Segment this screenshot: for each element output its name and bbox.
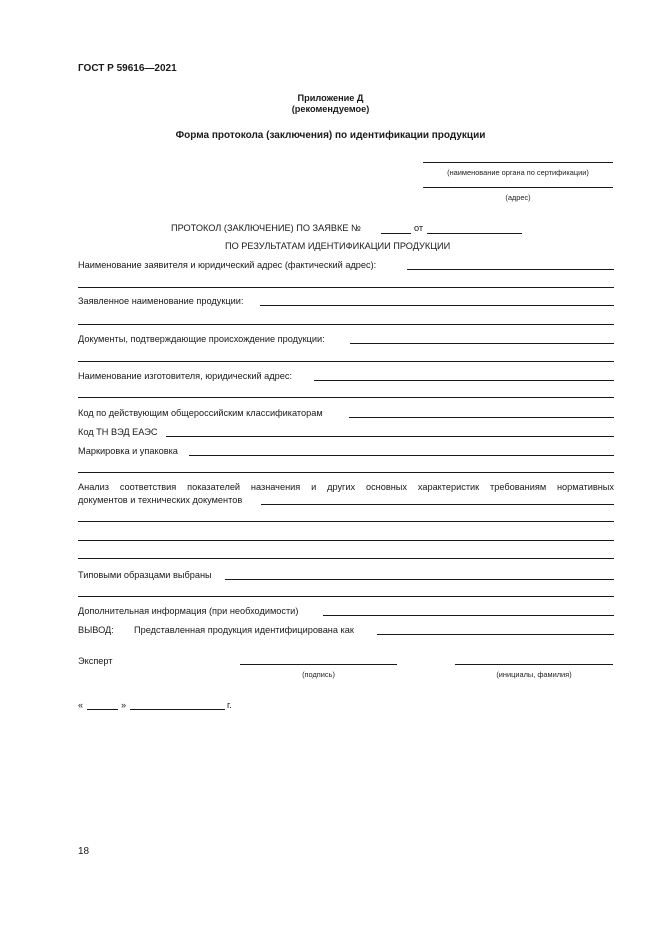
marking-label: Маркировка и упаковка [78, 446, 178, 456]
analysis-label-line1: Анализ соответствия показателей назначения и других основных характеристик требованиям нормативных [78, 482, 614, 492]
product-name-line-2 [78, 324, 614, 325]
signature-caption: (подпись) [302, 670, 335, 679]
applicant-line-2 [78, 287, 614, 288]
appendix-title: Приложение Д [297, 93, 364, 103]
name-line [455, 664, 613, 665]
protocol-heading-line2: ПО РЕЗУЛЬТАТАМ ИДЕНТИФИКАЦИИ ПРОДУКЦИИ [225, 241, 451, 251]
product-name-line [260, 305, 614, 306]
org-name-line [423, 162, 613, 163]
analysis-line-4 [78, 558, 614, 559]
conclusion-text: Представленная продукция идентифицирована как [134, 625, 354, 635]
application-date-line [427, 233, 522, 234]
product-name-label: Заявленное наименование продукции: [78, 296, 244, 306]
conclusion-label: ВЫВОД: [78, 625, 114, 635]
analysis-line [261, 504, 614, 505]
manufacturer-line [314, 380, 614, 381]
protocol-heading-from: от [414, 223, 424, 233]
appendix-subtitle: (рекомендуемое) [291, 104, 370, 114]
name-caption: (инициалы, фамилия) [496, 670, 572, 679]
manufacturer-label: Наименование изготовителя, юридический адрес: [78, 371, 293, 381]
signature-line [240, 664, 397, 665]
tn-ved-code-line [166, 436, 614, 437]
address-caption: (адрес) [505, 193, 531, 202]
origin-docs-line-2 [78, 361, 614, 362]
classifier-code-label: Код по действующим общероссийским классификаторам [78, 408, 323, 418]
conclusion-line [377, 634, 614, 635]
date-day-line [87, 709, 118, 710]
marking-line [189, 455, 614, 456]
applicant-line [407, 269, 614, 270]
additional-info-label: Дополнительная информация (при необходимости) [78, 606, 299, 616]
document-code: ГОСТ Р 59616—2021 [78, 63, 177, 74]
address-line [423, 187, 613, 188]
application-number-line [381, 233, 411, 234]
samples-line [225, 579, 614, 580]
org-caption: (наименование органа по сертификации) [447, 168, 589, 177]
date-open-quote: « [78, 700, 84, 710]
samples-line-2 [78, 596, 614, 597]
analysis-label-line2: документов и технических документов [78, 495, 243, 505]
protocol-heading-prefix: ПРОТОКОЛ (ЗАКЛЮЧЕНИЕ) ПО ЗАЯВКЕ № [171, 223, 361, 233]
origin-docs-label: Документы, подтверждающие происхождение продукции: [78, 334, 325, 344]
marking-line-2 [78, 472, 614, 473]
page-number: 18 [78, 846, 90, 857]
form-title: Форма протокола (заключения) по идентификации продукции [175, 130, 486, 141]
manufacturer-line-2 [78, 397, 614, 398]
analysis-line-3 [78, 540, 614, 541]
tn-ved-code-label: Код ТН ВЭД ЕАЭС [78, 427, 158, 437]
origin-docs-line [350, 343, 614, 344]
expert-label: Эксперт [78, 656, 113, 666]
date-year-suffix: г. [227, 700, 232, 710]
date-month-line [130, 709, 225, 710]
applicant-label: Наименование заявителя и юридический адрес (фактический адрес): [78, 260, 377, 270]
classifier-code-line [349, 417, 614, 418]
additional-info-line [323, 615, 614, 616]
date-close-quote: » [121, 700, 127, 710]
samples-label: Типовыми образцами выбраны [78, 570, 212, 580]
analysis-line-2 [78, 521, 614, 522]
